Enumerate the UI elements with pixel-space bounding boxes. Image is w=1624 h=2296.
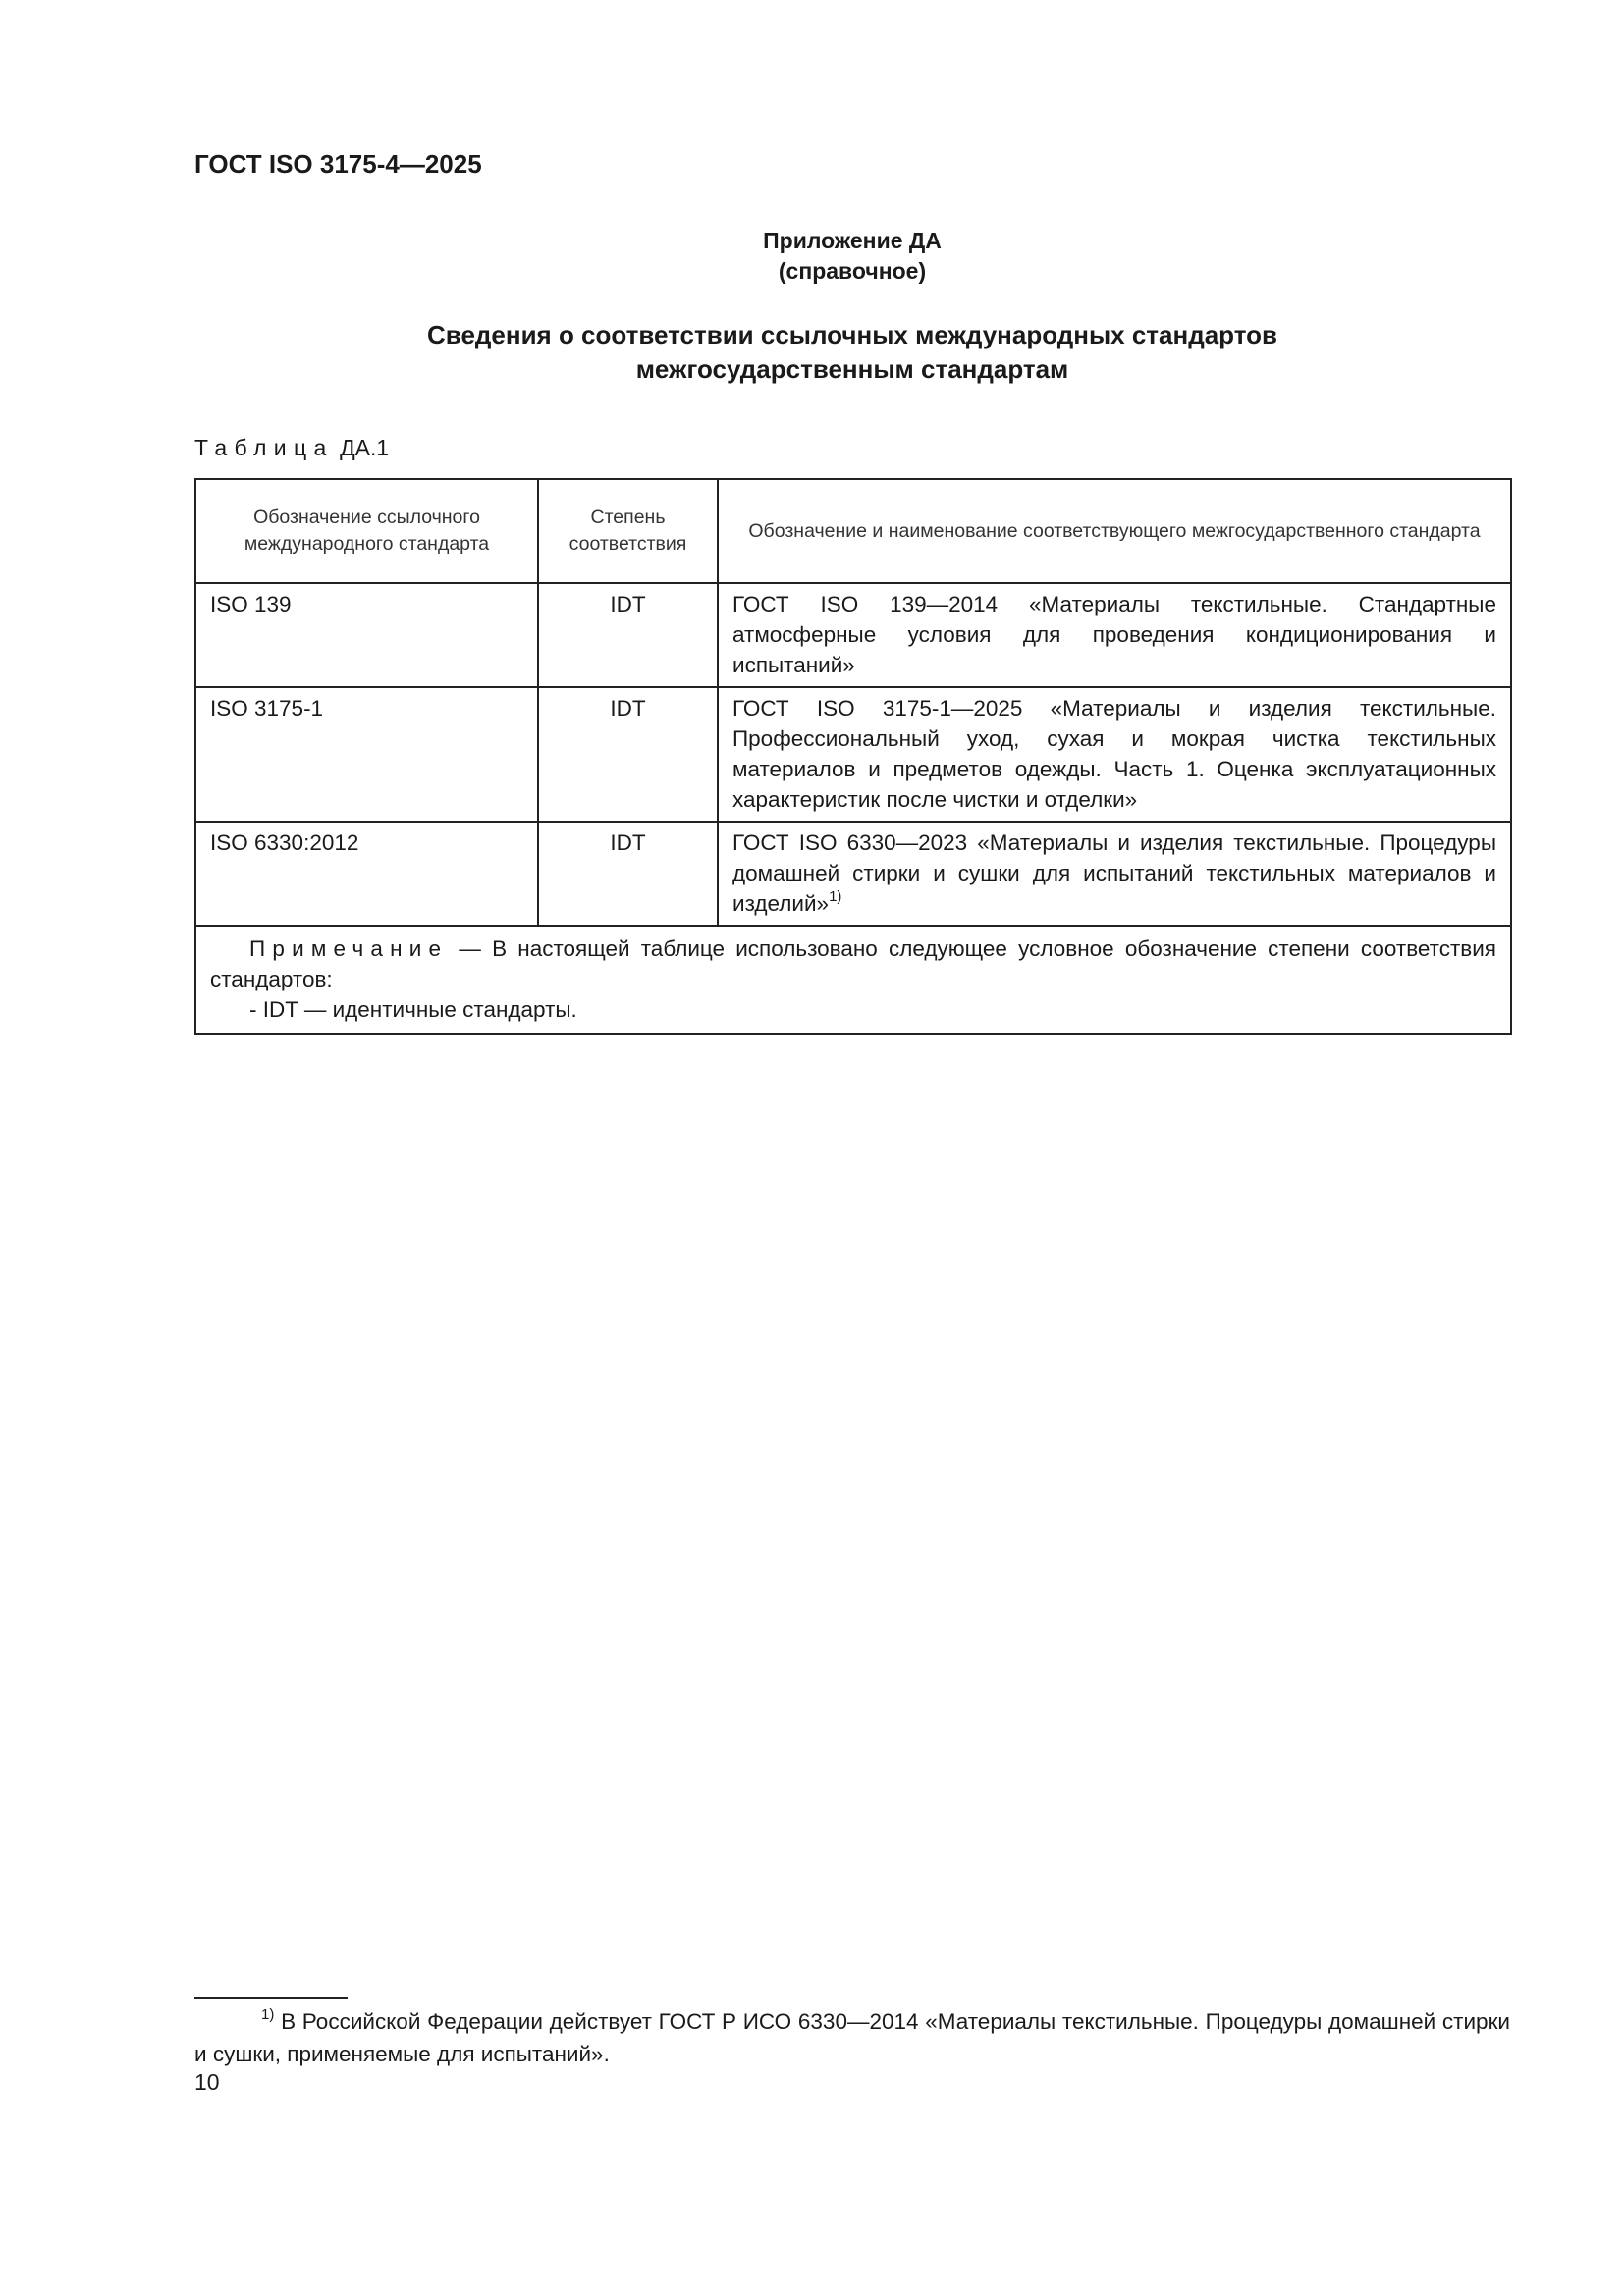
reference-cell: ISO 3175-1 — [195, 687, 538, 822]
national-standard-cell — [718, 822, 1511, 926]
heading-line-2: межгосударственным стандартам — [635, 354, 1069, 384]
appendix-subtitle: (справочное) — [778, 258, 927, 284]
footnote-separator — [194, 1997, 348, 1999]
column-header-reference: Обозначение ссылочного международного стандарта — [195, 479, 538, 583]
note-paragraph — [210, 934, 1496, 994]
column-header-degree: Степень соответствия — [538, 479, 718, 583]
table-header-row — [195, 479, 1511, 583]
table-caption-label: Таблица — [194, 435, 334, 460]
degree-cell: IDT — [538, 687, 718, 822]
heading-line-1: Сведения о соответствии ссылочных международных стандартов — [427, 320, 1277, 349]
national-standard-text: ГОСТ ISO 3175-1—2025 «Материалы и изделия текстильные. Профессиональный уход, сухая и мокрая чистка текстильных материалов и предметов одежды. Часть 1. Оценка эксплуатационных характеристик после чистки и отделки» — [732, 696, 1496, 812]
table-caption — [194, 435, 389, 461]
footnote-text: В Российской Федерации действует ГОСТ Р ИСО 6330—2014 «Материалы текстильные. Процедуры домашней стирки и сушки, применяемые для испытаний». — [194, 2009, 1510, 2066]
reference-cell: ISO 6330:2012 — [195, 822, 538, 926]
table-row — [195, 687, 1511, 822]
column-header-national-standard: Обозначение и наименование соответствующего межгосударственного стандарта — [718, 479, 1511, 583]
table-note-row — [195, 926, 1511, 1034]
correspondence-table — [194, 478, 1512, 1035]
page-number: 10 — [194, 2069, 220, 2095]
national-standard-text: ГОСТ ISO 6330—2023 «Материалы и изделия текстильные. Процедуры домашней стирки и сушки для испытаний текстильных материалов и изделий» — [732, 830, 1496, 916]
national-standard-text: ГОСТ ISO 139—2014 «Материалы текстильные. Стандартные атмосферные условия для проведения кондиционирования и испытаний» — [732, 592, 1496, 677]
appendix-title: Приложение ДА — [763, 228, 942, 253]
degree-cell: IDT — [538, 583, 718, 687]
document-code: ГОСТ ISO 3175-4—2025 — [194, 149, 482, 179]
table-row — [195, 822, 1511, 926]
national-standard-cell — [718, 687, 1511, 822]
section-heading — [194, 318, 1510, 387]
footnote — [194, 2005, 1510, 2070]
note-item: - IDT — идентичные стандарты. — [249, 997, 577, 1022]
footnote-reference-mark: 1) — [829, 888, 842, 905]
table-caption-number: ДА.1 — [340, 435, 390, 460]
table-note — [195, 926, 1511, 1034]
degree-cell: IDT — [538, 822, 718, 926]
note-text: — В настоящей таблице использовано следующее условное обозначение степени соответствия стандартов: — [210, 936, 1496, 991]
national-standard-cell — [718, 583, 1511, 687]
reference-cell: ISO 139 — [195, 583, 538, 687]
note-label: Примечание — [249, 936, 449, 961]
table-row — [195, 583, 1511, 687]
footnote-mark: 1) — [261, 2006, 275, 2023]
appendix-header — [194, 226, 1510, 287]
